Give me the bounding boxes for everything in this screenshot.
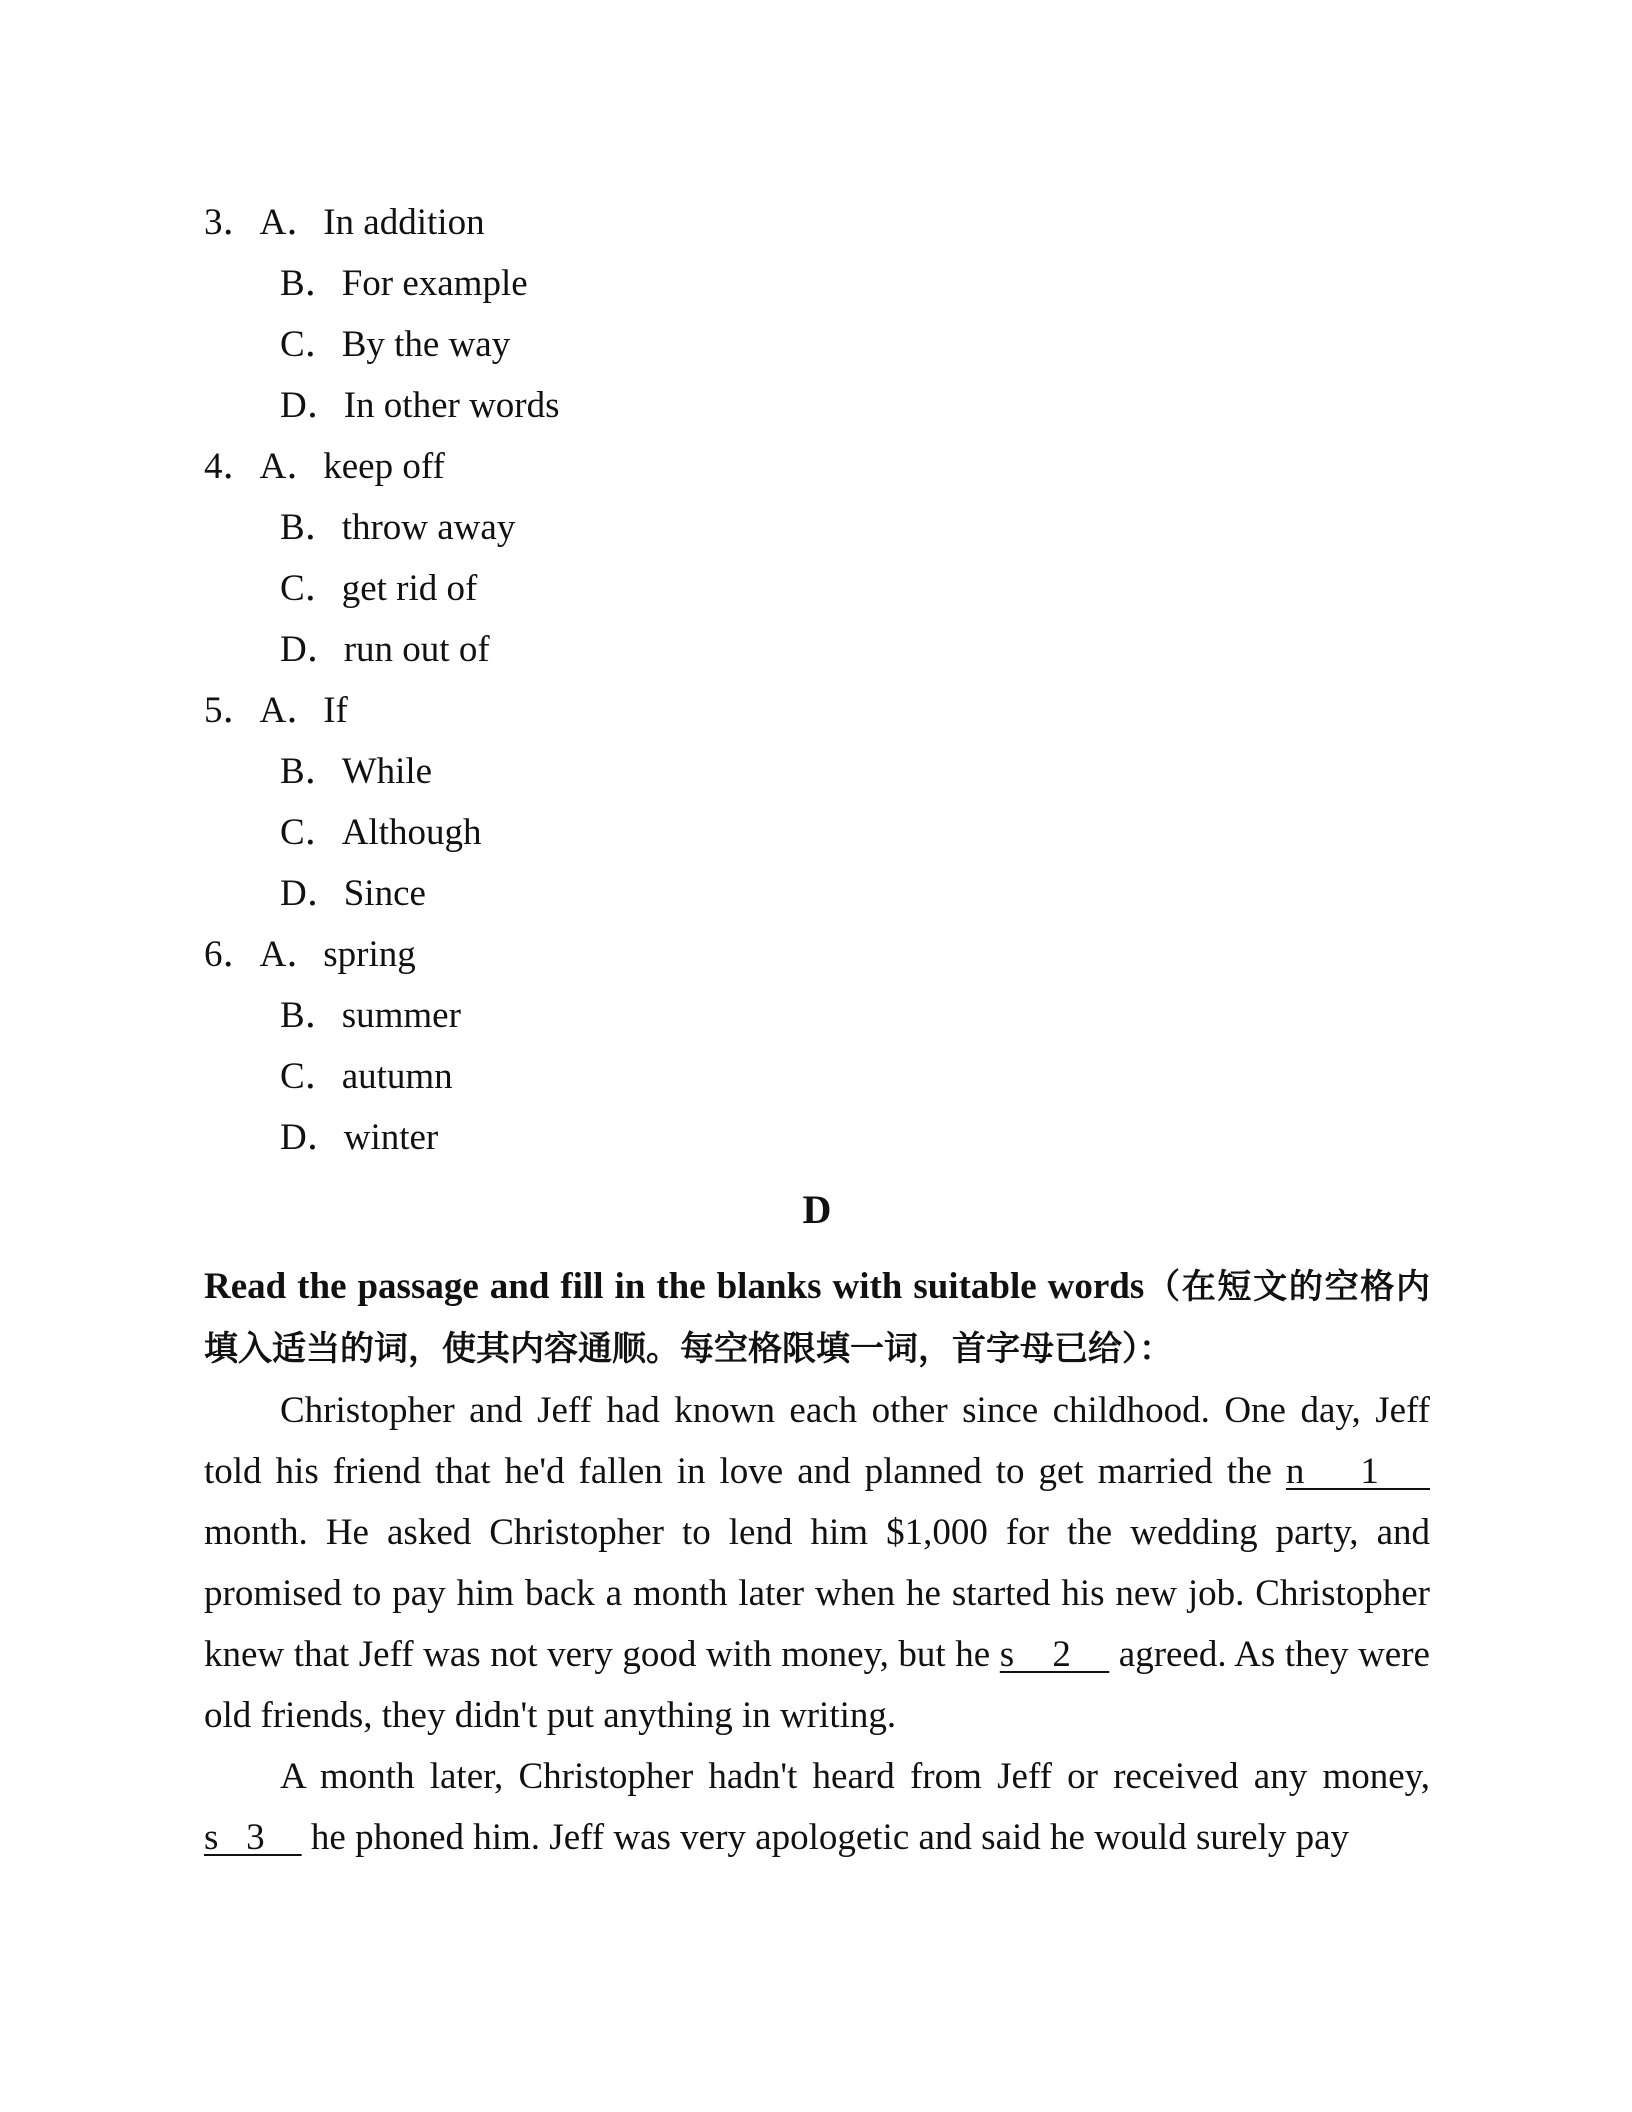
question-3 (204, 192, 1430, 436)
option-line (204, 985, 1430, 1046)
question-4 (204, 436, 1430, 680)
option-letter: D． (280, 385, 344, 426)
option-text: get rid of (341, 568, 478, 609)
option-text: By the way (341, 324, 511, 365)
option-line (204, 802, 1430, 863)
passage-text: month. He asked Christopher to lend him $1,000 for the wedding party, and promised to pay him back a month later when he started his new job. Christopher knew that Jeff was not very good with money, but he (204, 1512, 1430, 1675)
option-letter: B． (280, 751, 342, 792)
question-number: 5． (204, 690, 260, 731)
option-text: winter (343, 1117, 439, 1158)
passage (204, 1380, 1430, 1868)
option-line (204, 253, 1430, 314)
option-letter: B． (280, 995, 342, 1036)
option-letter: C． (280, 812, 342, 853)
option-line (204, 1046, 1430, 1107)
question-number: 3． (204, 202, 260, 243)
option-text: Since (343, 873, 426, 914)
option-text: run out of (343, 629, 490, 670)
section-instructions (204, 1256, 1430, 1380)
option-line (204, 619, 1430, 680)
option-text: While (341, 751, 433, 792)
instruction-english: Read the passage and fill in the blanks with suitable words (204, 1266, 1145, 1307)
question-number: 4． (204, 446, 260, 487)
document-page (204, 192, 1430, 1868)
question-list (204, 192, 1430, 1168)
question-line (204, 924, 1430, 985)
option-letter: A． (259, 934, 324, 975)
option-line (204, 1107, 1430, 1168)
option-letter: A． (259, 446, 324, 487)
question-line (204, 192, 1430, 253)
option-letter: C． (280, 568, 342, 609)
option-letter: A． (259, 202, 324, 243)
option-letter: A． (259, 690, 324, 731)
option-line (204, 497, 1430, 558)
question-line (204, 436, 1430, 497)
blank-2: s 2 (999, 1634, 1110, 1675)
option-text: keep off (323, 446, 445, 487)
option-text: For example (341, 263, 528, 304)
passage-text: A month later, Christopher hadn't heard from Jeff or received any money, (280, 1756, 1430, 1797)
blank-1: n 1 (1285, 1451, 1431, 1492)
option-letter: D． (280, 629, 344, 670)
option-line (204, 375, 1430, 436)
passage-text: Christopher and Jeff had known each other since childhood. One day, Jeff told his friend that he'd fallen in love and planned to get married the (204, 1390, 1430, 1492)
option-text: autumn (341, 1056, 453, 1097)
question-line (204, 680, 1430, 741)
passage-paragraph (204, 1380, 1430, 1746)
passage-paragraph (204, 1746, 1430, 1868)
question-6 (204, 924, 1430, 1168)
option-letter: C． (280, 324, 342, 365)
passage-text: he phoned him. Jeff was very apologetic and said he would surely pay (301, 1817, 1350, 1858)
option-line (204, 314, 1430, 375)
option-letter: C． (280, 1056, 342, 1097)
passage-text: agreed. As they were old friends, they didn't put anything in writing. (204, 1634, 1430, 1736)
instruction-chinese: （在短文的空格内填入适当的词，使其内容通顺。每空格限填一词，首字母已给）： (204, 1267, 1431, 1369)
option-letter: D． (280, 1117, 344, 1158)
option-text: If (323, 690, 348, 731)
question-5 (204, 680, 1430, 924)
option-letter: D． (280, 873, 344, 914)
option-letter: B． (280, 507, 342, 548)
option-text: In other words (343, 385, 560, 426)
question-number: 6． (204, 934, 260, 975)
option-text: summer (341, 995, 461, 1036)
option-text: spring (323, 934, 416, 975)
option-line (204, 741, 1430, 802)
option-text: In addition (323, 202, 485, 243)
option-text: throw away (341, 507, 516, 548)
option-letter: B． (280, 263, 342, 304)
section-title: D (802, 1187, 832, 1232)
option-line (204, 558, 1430, 619)
option-line (204, 863, 1430, 924)
option-text: Although (341, 812, 482, 853)
blank-3: s 3 (204, 1817, 302, 1858)
